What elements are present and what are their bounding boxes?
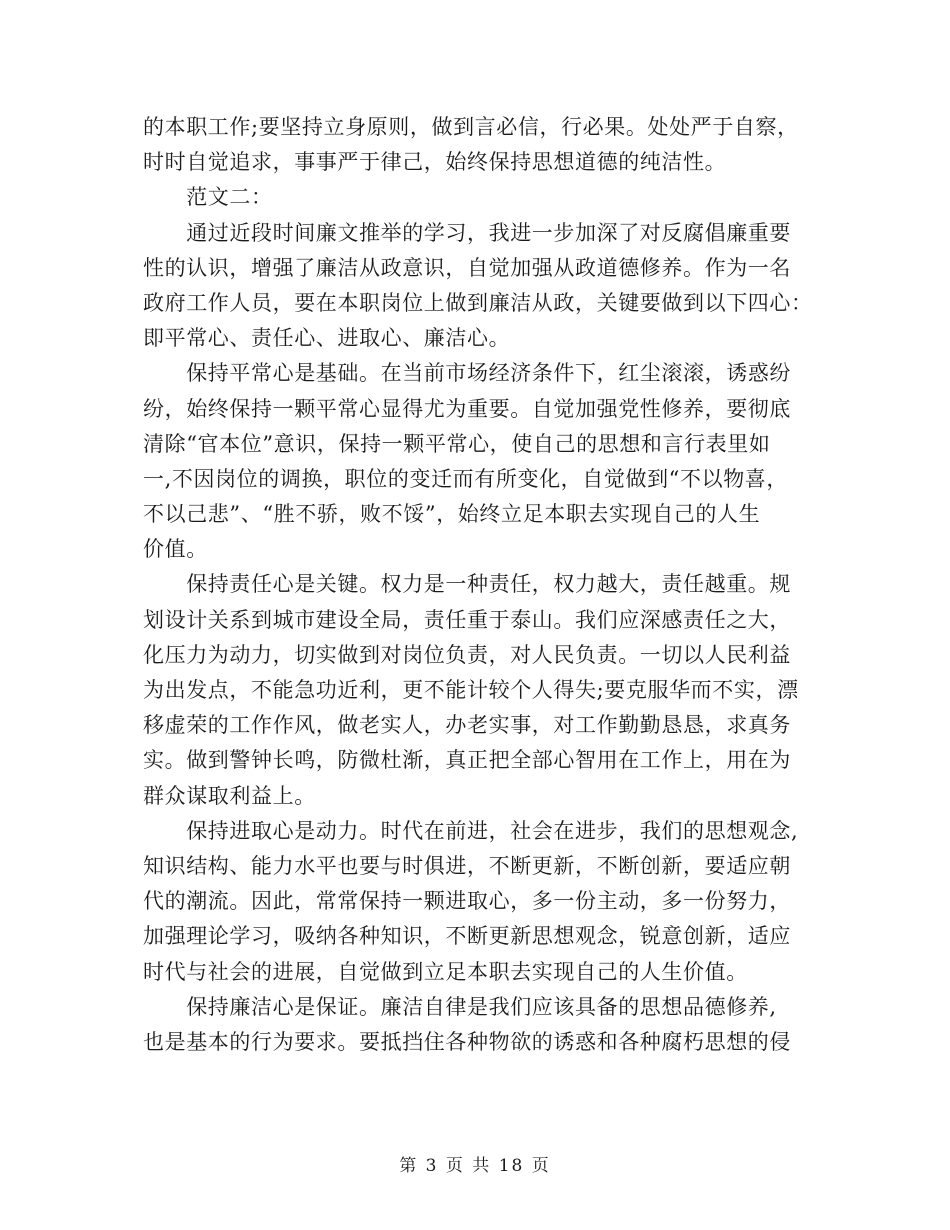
text-line: 实。做到警钟长鸣，防微杜渐，真正把全部心智用在工作上，用在为	[143, 748, 791, 773]
text-line: 一,不因岗位的调换，职位的变迁而有所变化，自觉做到“不以物喜，	[143, 466, 789, 491]
document-body	[143, 110, 813, 1060]
text-line: 移虚荣的工作作风，做老实人，办老实事，对工作勤勤恳恳，求真务	[143, 713, 791, 738]
text-line: 时代与社会的进展，自觉做到立足本职去实现自己的人生价值。	[143, 959, 748, 984]
text-line: 保持平常心是基础。在当前市场经济条件下，红尘滚滚，诱惑纷	[143, 361, 791, 386]
text-line: 保持进取心是动力。时代在前进，社会在进步，我们的思想观念,	[143, 818, 799, 843]
text-line: 通过近段时间廉文推举的学习，我进一步加深了对反腐倡廉重要	[143, 220, 791, 245]
text-line: 不以己悲”、“胜不骄，败不馁”，始终立足本职去实现自己的人生	[143, 502, 761, 527]
text-line: 化压力为动力，切实做到对岗位负责，对人民负责。一切以人民利益	[143, 642, 791, 667]
text-line: 划设计关系到城市建设全局，责任重于泰山。我们应深感责任之大，	[143, 607, 791, 632]
text-line: 代的潮流。因此，常常保持一颗进取心，多一份主动，多一份努力，	[143, 889, 791, 914]
text-line: 加强理论学习，吸纳各种知识，不断更新思想观念，锐意创新，适应	[143, 924, 791, 949]
text-line: 也是基本的行为要求。要抵挡住各种物欲的诱惑和各种腐朽思想的侵	[143, 1029, 791, 1054]
text-line: 为出发点，不能急功近利，更不能计较个人得失;要克服华而不实，漂	[143, 678, 799, 702]
page-number-footer: 第 3 页 共 18 页	[399, 1156, 551, 1176]
text-line: 政府工作人员，要在本职岗位上做到廉洁从政，关键要做到以下四心：	[143, 290, 813, 315]
text-line: 的本职工作;要坚持立身原则，做到言必信，行必果。处处严于自察，	[143, 115, 799, 139]
text-line: 性的认识，增强了廉洁从政意识，自觉加强从政道德修养。作为一名	[143, 255, 791, 280]
text-line: 清除“官本位”意识，保持一颗平常心，使自己的思想和言行表里如	[143, 431, 771, 456]
text-line: 价值。	[143, 537, 208, 562]
text-line: 群众谋取利益上。	[143, 783, 316, 808]
section-heading: 范文二：	[143, 185, 273, 210]
text-line: 保持责任心是关键。权力是一种责任，权力越大，责任越重。规	[143, 572, 791, 597]
text-line: 时时自觉追求，事事严于律己，始终保持思想道德的纯洁性。	[143, 150, 727, 175]
text-line: 知识结构、能力水平也要与时俱进，不断更新，不断创新，要适应朝	[143, 853, 791, 878]
text-line: 保持廉洁心是保证。廉洁自律是我们应该具备的思想品德修养,	[143, 994, 777, 1019]
text-line: 纷，始终保持一颗平常心显得尤为重要。自觉加强党性修养，要彻底	[143, 396, 791, 421]
text-line: 即平常心、责任心、进取心、廉洁心。	[143, 326, 511, 351]
